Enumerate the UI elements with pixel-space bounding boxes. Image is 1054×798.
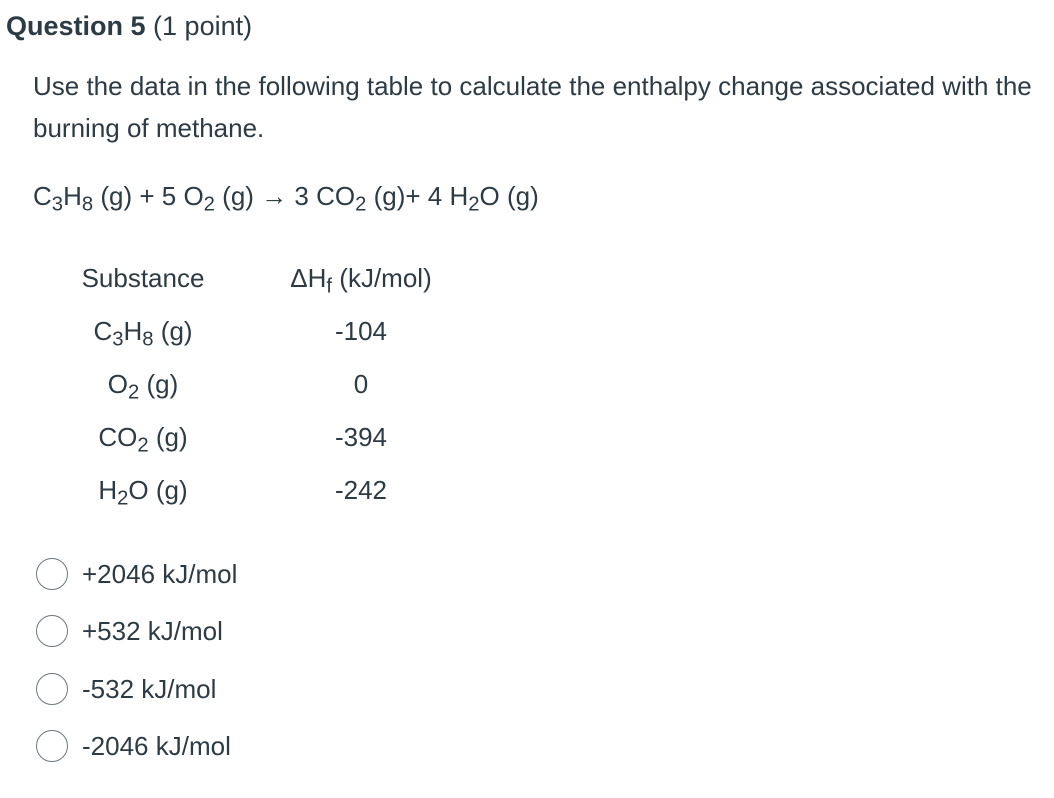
option-label[interactable]: +2046 kJ/mol xyxy=(82,558,238,589)
substance-cell: $H_2O$ (g) xyxy=(98,475,188,510)
table-row xyxy=(66,464,458,517)
header-enthalpy: $\Delta H_f$ (kJ/mol) xyxy=(290,263,432,298)
value-cell: -394 xyxy=(334,422,388,452)
question-header xyxy=(6,8,252,44)
option-label[interactable]: -2046 kJ/mol xyxy=(82,731,231,762)
table-row xyxy=(66,411,458,464)
answer-option[interactable] xyxy=(36,718,237,776)
substance-cell: $C_3H_8$ (g) xyxy=(93,316,193,351)
substance-cell: $O_2$ (g) xyxy=(107,369,179,404)
substance-cell: $CO_2$ (g) xyxy=(98,422,188,457)
question-prompt: Use the data in the following table to calculate the enthalpy change associated with the burning of methane. xyxy=(33,71,1032,143)
eq-subscript: 3 xyxy=(51,193,64,216)
eq-text: O (g) xyxy=(479,181,539,211)
enthalpy-table xyxy=(66,252,458,517)
answer-option[interactable] xyxy=(36,545,237,603)
radio-button[interactable] xyxy=(36,730,68,762)
eq-text: H xyxy=(63,181,82,211)
radio-button[interactable] xyxy=(36,673,68,705)
table-row xyxy=(66,305,458,358)
chemical-equation xyxy=(33,178,539,214)
eq-subscript: 2 xyxy=(203,193,215,216)
question-title: Question 5 xyxy=(6,11,146,41)
answer-option[interactable] xyxy=(36,660,237,718)
option-label[interactable]: +532 kJ/mol xyxy=(82,616,223,647)
option-label[interactable]: -532 kJ/mol xyxy=(82,673,217,704)
answer-options xyxy=(36,545,237,775)
eq-text: C xyxy=(33,181,52,211)
eq-subscript: 2 xyxy=(468,193,480,216)
eq-text: (g)+ 4 H xyxy=(366,181,469,211)
table-header-row xyxy=(66,252,458,305)
radio-button[interactable] xyxy=(36,615,68,647)
radio-button[interactable] xyxy=(36,558,68,590)
value-cell: -242 xyxy=(334,475,388,505)
eq-text: (g) → 3 CO xyxy=(214,181,356,211)
value-cell: -104 xyxy=(334,316,388,346)
header-substance: Substance xyxy=(81,263,205,293)
eq-text: (g) + 5 O xyxy=(93,181,204,211)
question-points: (1 point) xyxy=(153,11,253,41)
value-cell: 0 xyxy=(353,369,369,399)
eq-subscript: 2 xyxy=(355,193,367,216)
answer-option[interactable] xyxy=(36,603,237,661)
table-row xyxy=(66,358,458,411)
eq-subscript: 8 xyxy=(81,193,94,216)
